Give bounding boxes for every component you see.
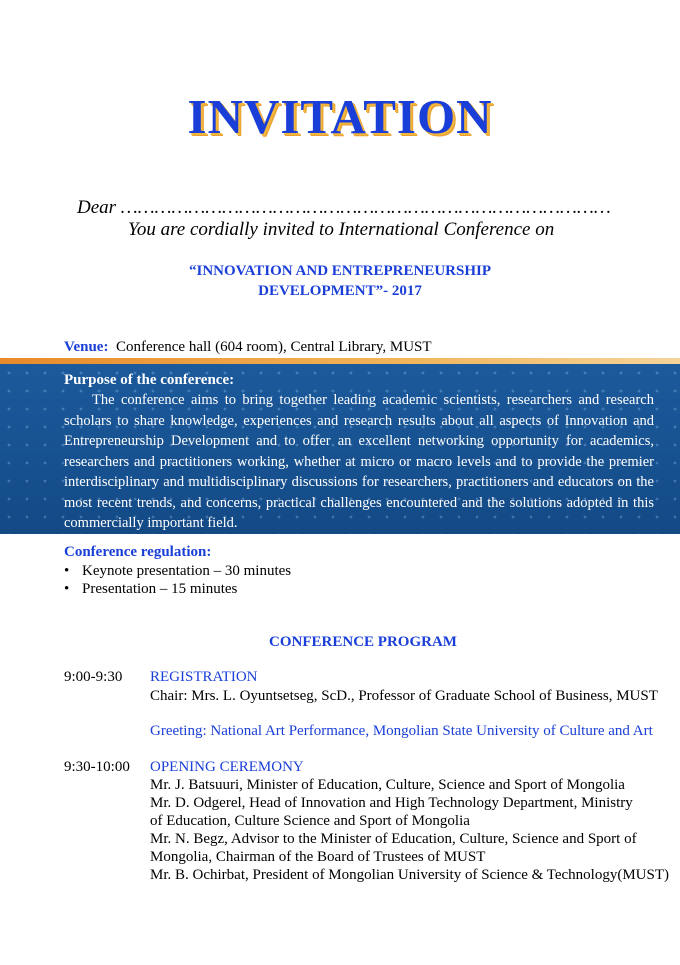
speaker-line: Mr. D. Odgerel, Head of Innovation and High Technology Department, Ministry [150,795,633,811]
venue [64,339,432,356]
speaker-line: Mr. N. Begz, Advisor to the Minister of Education, Culture, Science and Sport of [150,831,637,847]
speaker-line: Mr. J. Batsuuri, Minister of Education, Culture, Science and Sport of Mongolia [150,777,625,793]
conference-name-line-1: “INNOVATION AND ENTREPRENEURSHIP [189,263,491,279]
bullet-icon: • [64,563,70,579]
purpose-heading: Purpose of the conference: [64,372,235,388]
session-title: REGISTRATION [150,669,258,685]
session-chair: Chair: Mrs. L. Oyuntsetseg, ScD., Professor of Graduate School of Business, MUST [150,688,658,704]
program-heading: CONFERENCE PROGRAM [269,634,457,650]
bullet-icon: • [64,581,70,597]
venue-label: Venue: [64,339,109,355]
regulation-item: • Presentation – 15 minutes [64,581,238,597]
invitation-sentence: You are cordially invited to International Conference on [128,219,555,240]
session-time: 9:00-9:30 [64,669,123,685]
purpose-paragraph [64,390,654,534]
session-time: 9:30-10:00 [64,759,130,775]
regulation-heading: Conference regulation: [64,544,212,560]
regulation-item: • Keynote presentation – 30 minutes [64,563,292,579]
purpose-text: The conference aims to bring together leading academic scientists, researchers and research scholars to share knowledge, experiences and research results about all aspects of Innovation and Entrepreneurship Development and to offer an excellent networking opportunity for academics, researchers and practitioners working, whether at micro or macro levels and to provide the premier interdisciplinary and multidisciplinary discussions for researchers, practitioners and educators on the most recent trends, and concerns, practical challenges encountered and the solutions adopted in this commercially important field. [64,392,654,531]
speaker-line: Mr. B. Ochirbat, President of Mongolian University of Science & Technology(MUST) [150,867,670,883]
speaker-line: Mongolia, Chairman of the Board of Trustees of MUST [150,849,486,865]
invitation-title: INVITATION [187,89,493,144]
venue-value: Conference hall (604 room), Central Library, MUST [115,339,432,355]
session-greeting: Greeting: National Art Performance, Mongolian State University of Culture and Art [150,723,653,739]
speaker-line: of Education, Culture Science and Sport of Mongolia [150,813,470,829]
dear-line: Dear …………………………………………………………………………… [77,197,611,218]
conference-name-line-2: DEVELOPMENT”- 2017 [258,283,422,299]
session-title: OPENING CEREMONY [150,759,304,775]
